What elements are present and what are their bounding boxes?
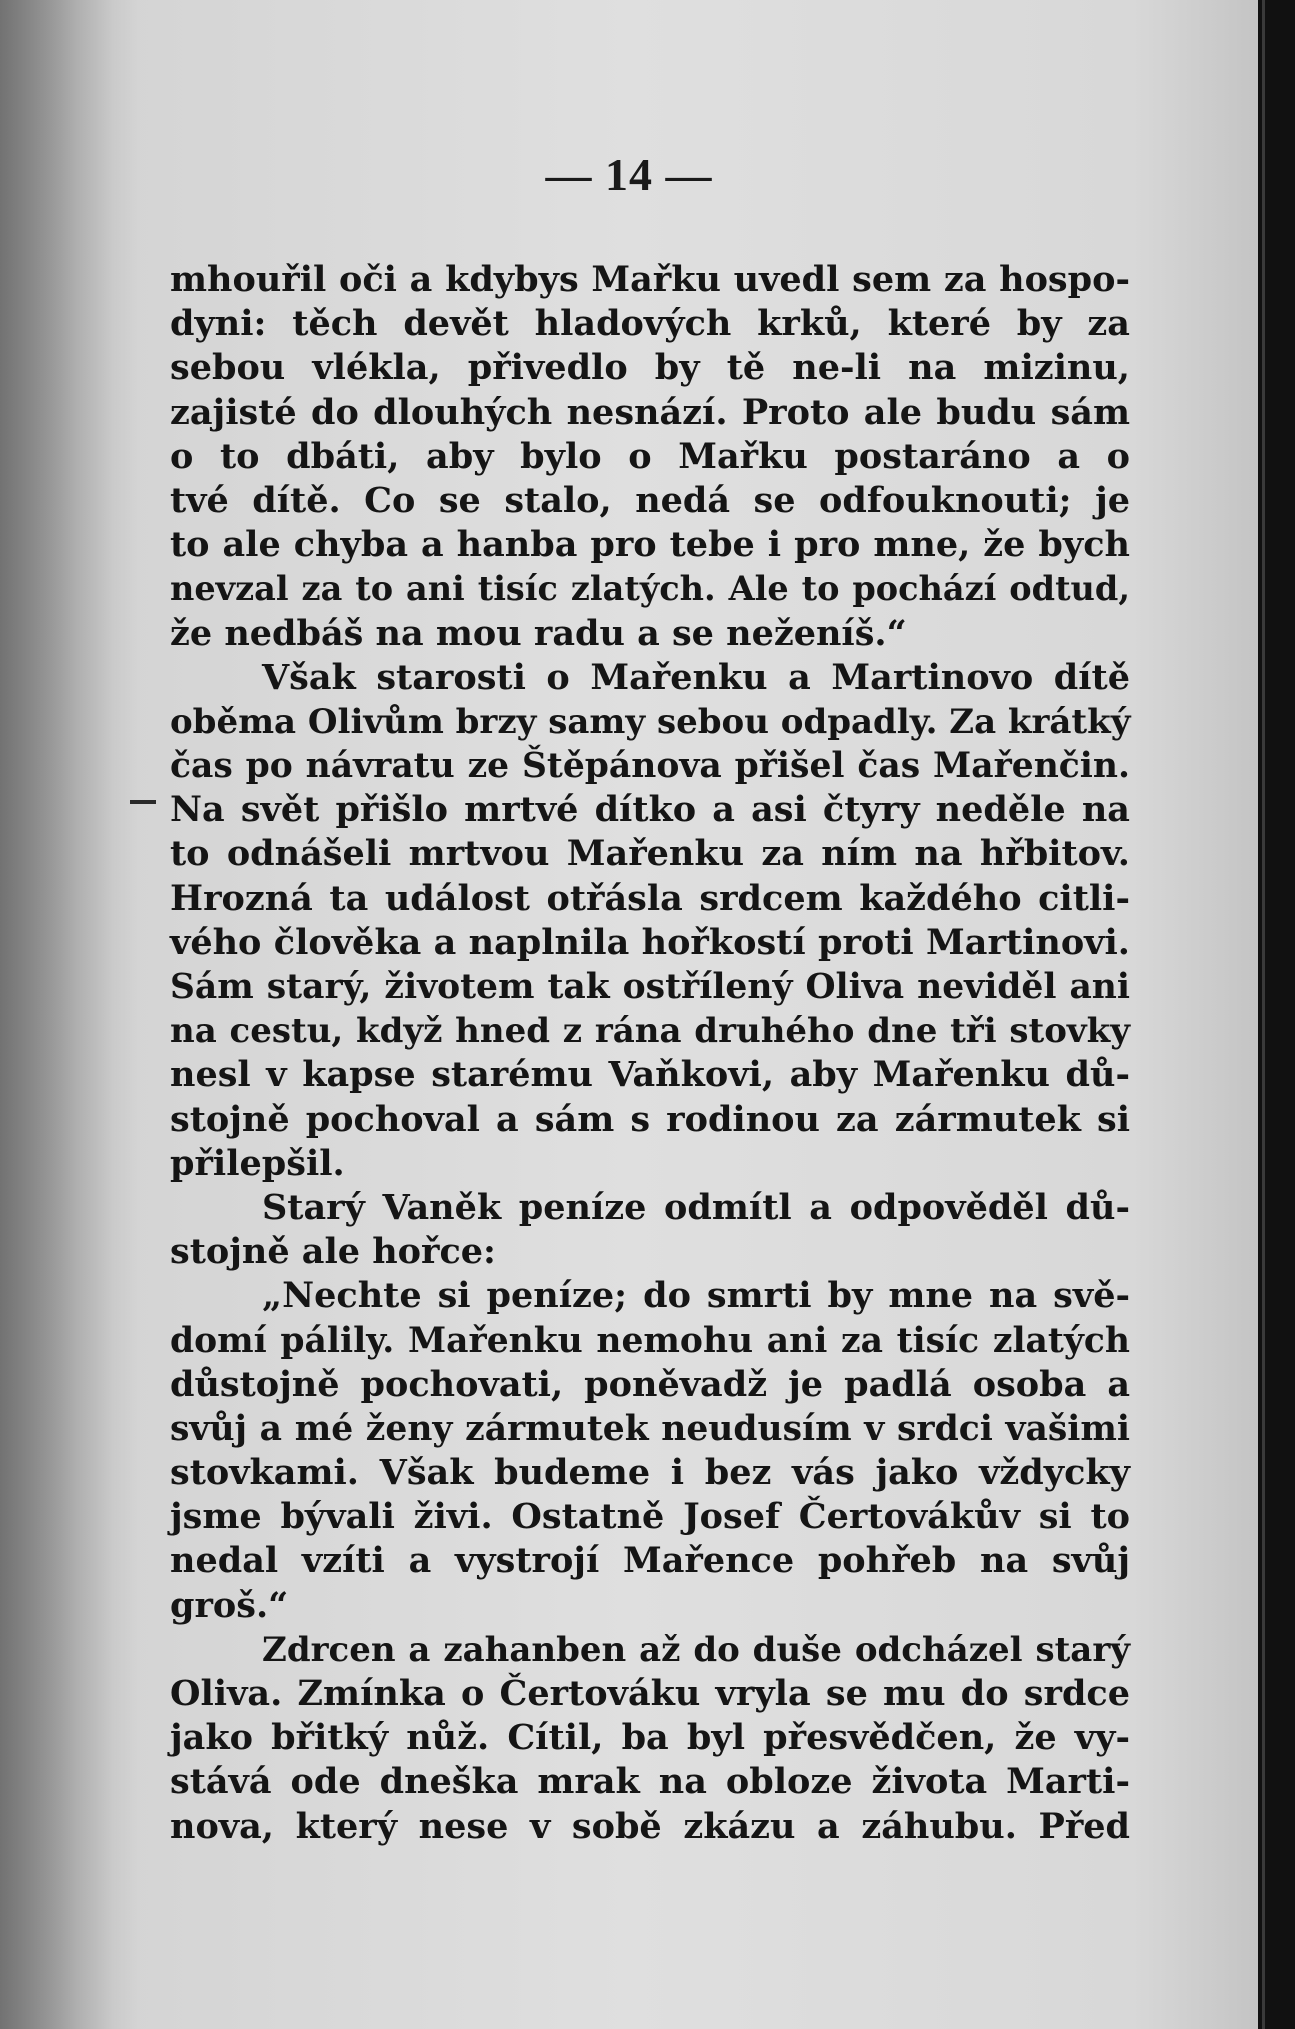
text-line: „Nechte si peníze; do smrti by mne na svě-: [262, 1275, 1130, 1317]
text-line: čas po návratu ze Štěpánova přišel čas Mařenčin.: [170, 746, 1130, 787]
text-line: Však starosti o Mařenku a Martinovo dítě: [262, 656, 1130, 698]
text-line: nova, který nese v sobě zkázu a záhubu. Před: [170, 1805, 1130, 1847]
text-line: stojně pochoval a sám s rodinou za zármutek si: [170, 1098, 1130, 1140]
text-line: stojně ale hořce:: [170, 1231, 496, 1273]
text-line: sebou vlékla, přivedlo by tě ne-li na mizinu,: [170, 347, 1130, 389]
text-line: o to dbáti, aby bylo o Mařku postaráno a o: [170, 435, 1130, 477]
text-line: že nedbáš na mou radu a se neženíš.“: [170, 612, 907, 654]
text-line: jako břitký nůž. Cítil, ba byl přesvědčen, že vy-: [170, 1717, 1130, 1759]
text-line: zajisté do dlouhých nesnází. Proto ale budu sám: [170, 391, 1130, 433]
text-line: dyni: těch devět hladových krků, které by za: [170, 303, 1130, 345]
text-line: to odnášeli mrtvou Mařenku za ním na hřbitov.: [170, 833, 1130, 875]
text-line: nesl v kapse starému Vaňkovi, aby Mařenku dů-: [170, 1054, 1130, 1096]
text-line: Sám starý, životem tak ostřílený Oliva neviděl ani: [170, 967, 1130, 1007]
text-line: to ale chyba a hanba pro tebe i pro mne, že bych: [170, 524, 1130, 566]
page-edge-line: [1262, 0, 1265, 2029]
text-line: groš.“: [170, 1584, 289, 1626]
text-line: stává ode dneška mrak na obloze života Marti-: [170, 1761, 1130, 1803]
text-line: Hrozná ta událost otřásla srdcem každého citli-: [170, 877, 1130, 919]
text-line: nevzal za to ani tisíc zlatých. Ale to pochází odtud,: [170, 569, 1130, 609]
page-number: — 14 —: [545, 149, 713, 200]
text-line: oběma Olivům brzy samy sebou odpadly. Za krátký: [170, 701, 1131, 742]
text-line: Oliva. Zmínka o Čertováku vryla se mu do srdce: [170, 1673, 1130, 1714]
text-line: mhouřil oči a kdybys Mařku uvedl sem za hospo-: [170, 259, 1130, 300]
text-line: vého člověka a naplnila hořkostí proti Martinovi.: [170, 921, 1130, 963]
text-line: nedal vzíti a vystrojí Mařence pohřeb na svůj: [170, 1540, 1130, 1582]
text-line: na cestu, když hned z rána druhého dne tři stovky: [170, 1011, 1130, 1052]
text-line: domí pálily. Mařenku nemohu ani za tisíc zlatých: [170, 1320, 1130, 1361]
body-text: [170, 258, 1130, 1849]
text-line: přilepšil.: [170, 1142, 345, 1184]
text-line: svůj a mé ženy zármutek neudusím v srdci vašimi: [170, 1408, 1130, 1449]
text-line: stovkami. Však budeme i bez vás jako vždycky: [170, 1452, 1130, 1494]
text-line: jsme bývali živi. Ostatně Josef Čertovákův si to: [170, 1496, 1130, 1538]
text-line: Na svět přišlo mrtvé dítko a asi čtyry neděle na: [170, 789, 1130, 831]
text-line: tvé dítě. Co se stalo, nedá se odfouknouti; je: [170, 479, 1130, 521]
margin-mark: [130, 800, 156, 804]
text-line: Zdrcen a zahanben až do duše odcházel starý: [262, 1629, 1130, 1670]
text-line: Starý Vaněk peníze odmítl a odpověděl dů-: [262, 1186, 1130, 1228]
page-edge: [1258, 0, 1295, 2029]
text-line: důstojně pochovati, poněvadž je padlá osoba a: [170, 1363, 1130, 1405]
binding-shadow: [0, 0, 140, 2029]
